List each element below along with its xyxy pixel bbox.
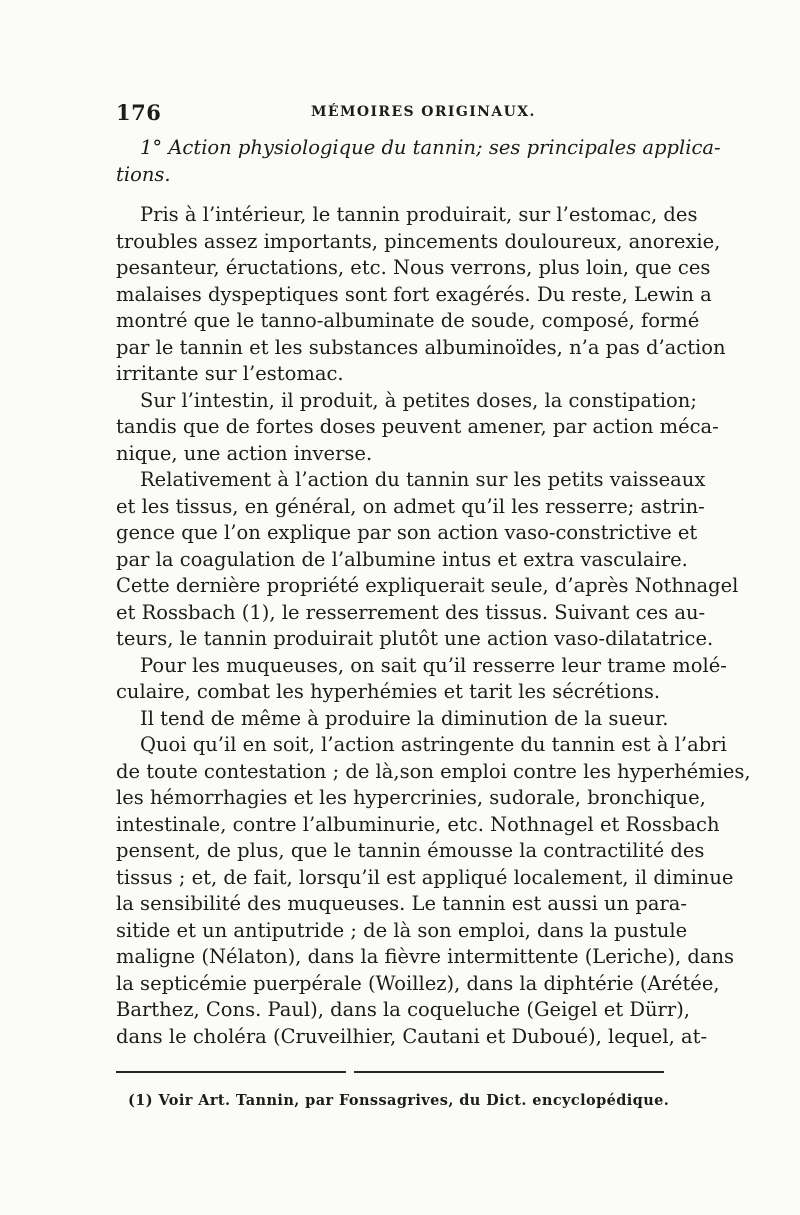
- paragraph-line: culaire, combat les hyperhémies et tarit les sécrétions.: [116, 680, 661, 703]
- paragraph-line: intestinale, contre l’albuminurie, etc. Nothnagel et Rossbach: [116, 812, 720, 836]
- paragraph-line: irritante sur l’estomac.: [116, 362, 344, 385]
- section-heading-line: 1° Action physiologique du tannin; ses principales applica-: [140, 136, 721, 159]
- paragraph-line: Barthez, Cons. Paul), dans la coqueluche (Geigel et Dürr),: [116, 998, 691, 1021]
- section-heading-line: tions.: [116, 162, 171, 186]
- paragraph-line: tandis que de fortes doses peuvent amener, par action méca-: [116, 415, 719, 438]
- body-text: [116, 135, 751, 1050]
- paragraph-line: maligne (Nélaton), dans la fièvre intermittente (Leriche), dans: [116, 945, 735, 968]
- paragraph-line: la sensibilité des muqueuses. Le tannin est aussi un para-: [116, 892, 687, 915]
- footnote-rule: [116, 1071, 346, 1073]
- footnote-rule: [354, 1071, 664, 1073]
- paragraph-line: montré que le tanno-albuminate de soude, composé, formé: [116, 309, 700, 332]
- paragraph-line: pesanteur, éructations, etc. Nous verrons, plus loin, que ces: [116, 256, 711, 279]
- paragraph-line: et Rossbach (1), le resserrement des tissus. Suivant ces au-: [116, 600, 706, 624]
- running-head: MÉMOIRES ORIGINAUX.: [311, 104, 536, 120]
- paragraph-line: Il tend de même à produire la diminution de la sueur.: [140, 706, 669, 730]
- paragraph-line: gence que l’on explique par son action vaso-constrictive et: [116, 521, 698, 544]
- paragraph-line: malaises dyspeptiques sont fort exagérés. Du reste, Lewin a: [116, 282, 712, 306]
- paragraph-line: Sur l’intestin, il produit, à petites doses, la constipation;: [140, 388, 697, 412]
- paragraph-line: dans le choléra (Cruveilhier, Cautani et Duboué), lequel, at-: [116, 1024, 708, 1048]
- paragraph-line: tissus ; et, de fait, lorsqu’il est appliqué localement, il diminue: [116, 865, 734, 889]
- page-header: [116, 100, 686, 124]
- paragraph-line: Cette dernière propriété expliquerait seule, d’après Nothnagel: [116, 574, 739, 597]
- paragraph-line: par la coagulation de l’albumine intus et extra vasculaire.: [116, 547, 688, 571]
- paragraph-line: la septicémie puerpérale (Woillez), dans la diphtérie (Arétée,: [116, 971, 720, 995]
- footnote: (1) Voir Art. Tannin, par Fonssagrives, du Dict. encyclopédique.: [128, 1092, 670, 1109]
- paragraph-line: teurs, le tannin produirait plutôt une action vaso-dilatatrice.: [116, 627, 714, 650]
- paragraph-line: les hémorrhagies et les hypercrinies, sudorale, bronchique,: [116, 786, 706, 809]
- paragraph-line: Pour les muqueuses, on sait qu’il resserre leur trame molé-: [140, 653, 727, 677]
- paragraph-line: Pris à l’intérieur, le tannin produirait, sur l’estomac, des: [140, 203, 698, 226]
- paragraph-line: sitide et un antiputride ; de là son emploi, dans la pustule: [116, 918, 688, 942]
- paragraph-line: pensent, de plus, que le tannin émousse la contractilité des: [116, 839, 705, 862]
- paragraph-line: par le tannin et les substances albuminoïdes, n’a pas d’action: [116, 335, 726, 359]
- heading-gap: [116, 188, 685, 202]
- paragraph-line: de toute contestation ; de là,son emploi contre les hyperhémies,: [116, 759, 751, 783]
- paragraph-line: Quoi qu’il en soit, l’action astringente du tannin est à l’abri: [140, 733, 727, 756]
- paragraph-line: nique, une action inverse.: [116, 441, 373, 465]
- paragraph-line: Relativement à l’action du tannin sur les petits vaisseaux: [140, 468, 706, 491]
- page-number: 176: [116, 100, 162, 125]
- paragraph-line: et les tissus, en général, on admet qu’il les resserre; astrin-: [116, 494, 705, 518]
- paragraph-line: troubles assez importants, pincements douloureux, anorexie,: [116, 229, 721, 253]
